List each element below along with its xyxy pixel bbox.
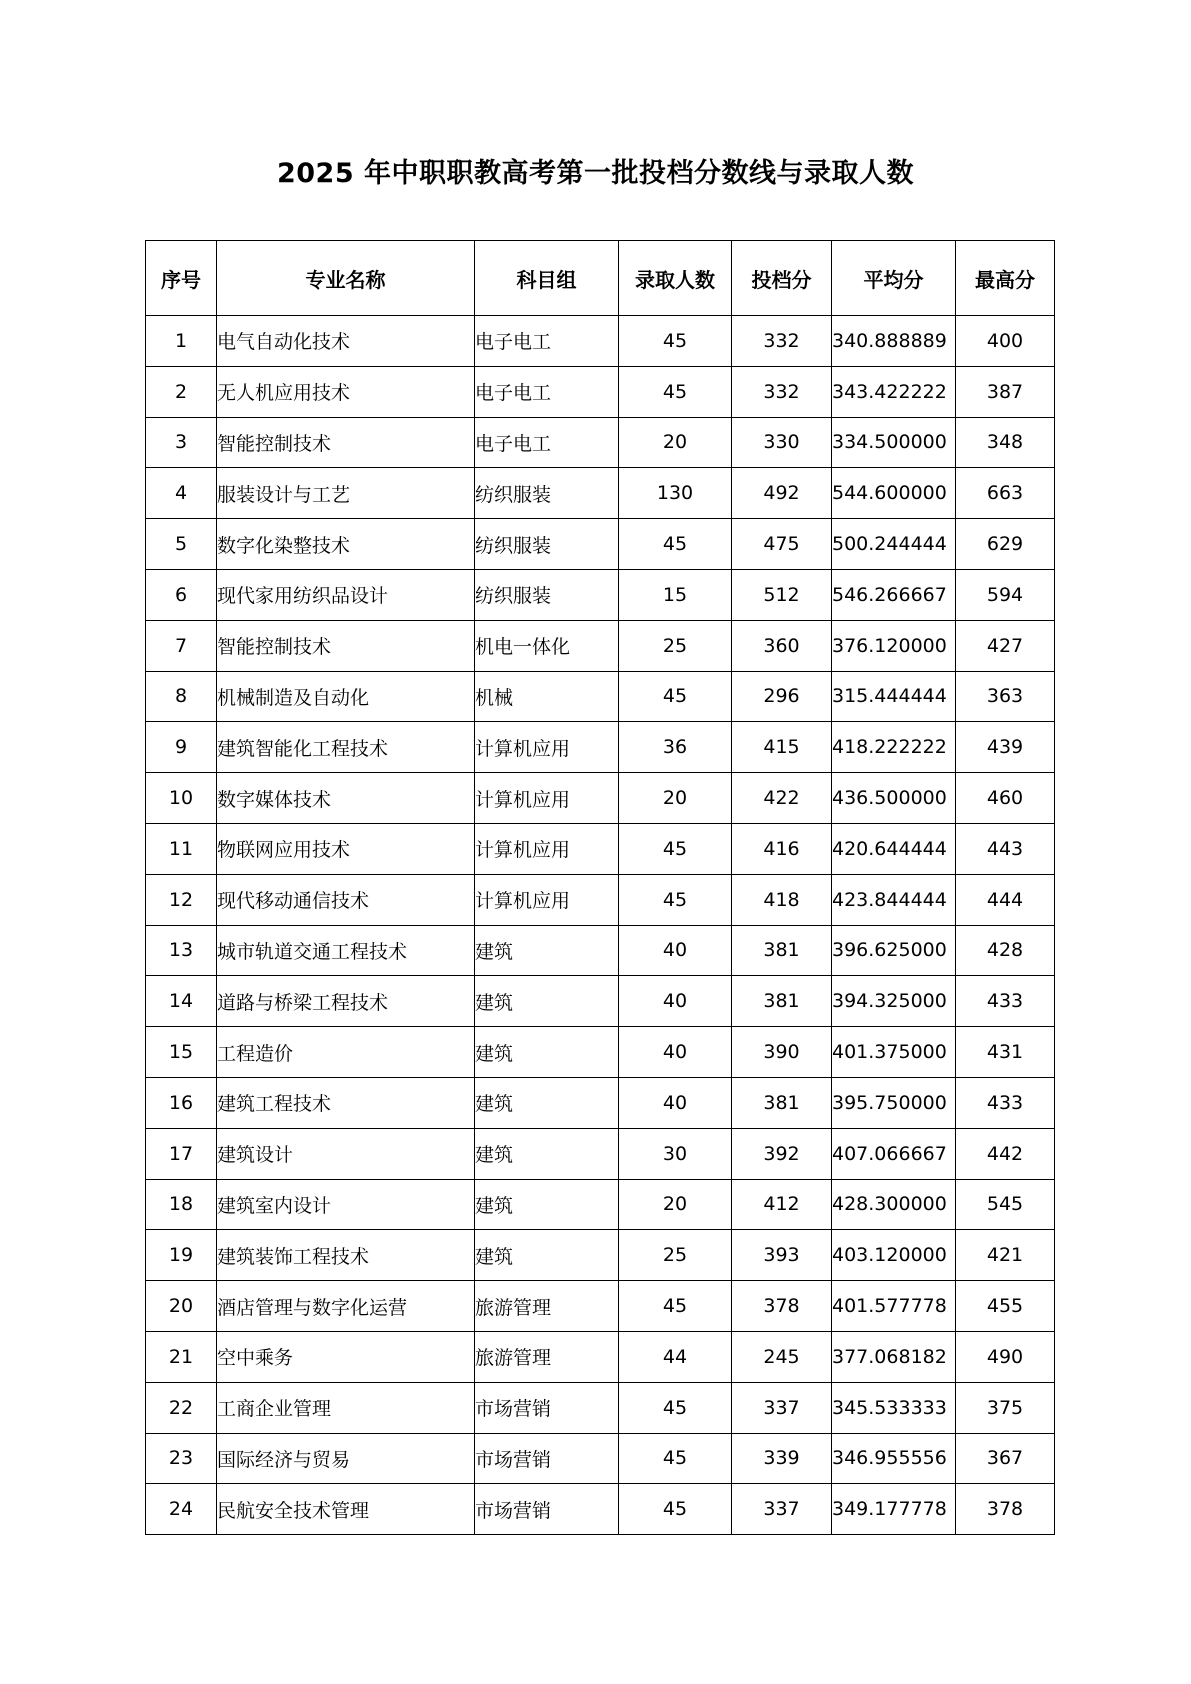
cell-subject-group: 计算机应用 [475, 874, 619, 925]
cell-major: 建筑工程技术 [217, 1077, 475, 1128]
cell-no: 3 [146, 417, 217, 468]
cell-major: 工商企业管理 [217, 1382, 475, 1433]
cell-subject-group: 建筑 [475, 1128, 619, 1179]
cell-no: 21 [146, 1331, 217, 1382]
table-row [146, 1382, 1055, 1433]
cell-admitted: 20 [619, 773, 732, 824]
cell-no: 14 [146, 976, 217, 1027]
cell-admitted: 45 [619, 823, 732, 874]
cell-average: 546.266667 [832, 569, 956, 620]
cell-average: 346.955556 [832, 1433, 956, 1484]
table-row [146, 823, 1055, 874]
cell-subject-group: 电子电工 [475, 417, 619, 468]
cell-cutoff: 332 [732, 366, 832, 417]
cell-subject-group: 旅游管理 [475, 1281, 619, 1332]
cell-subject-group: 市场营销 [475, 1382, 619, 1433]
cell-highest: 444 [956, 874, 1055, 925]
cell-subject-group: 计算机应用 [475, 722, 619, 773]
cell-cutoff: 418 [732, 874, 832, 925]
cell-average: 403.120000 [832, 1230, 956, 1281]
cell-admitted: 25 [619, 1230, 732, 1281]
cell-highest: 400 [956, 316, 1055, 367]
cell-no: 24 [146, 1484, 217, 1535]
cell-highest: 421 [956, 1230, 1055, 1281]
cell-highest: 433 [956, 976, 1055, 1027]
table-row [146, 1027, 1055, 1078]
cell-subject-group: 市场营销 [475, 1484, 619, 1535]
table-row [146, 620, 1055, 671]
cell-major: 数字化染整技术 [217, 519, 475, 570]
cell-subject-group: 纺织服装 [475, 519, 619, 570]
cell-major: 建筑设计 [217, 1128, 475, 1179]
table-row [146, 1128, 1055, 1179]
cell-highest: 629 [956, 519, 1055, 570]
page-title: 2025 年中职职教高考第一批投档分数线与录取人数 [276, 158, 915, 189]
cell-average: 315.444444 [832, 671, 956, 722]
cell-average: 407.066667 [832, 1128, 956, 1179]
cell-no: 18 [146, 1179, 217, 1230]
cell-admitted: 36 [619, 722, 732, 773]
cell-average: 428.300000 [832, 1179, 956, 1230]
cell-no: 15 [146, 1027, 217, 1078]
table-row [146, 417, 1055, 468]
header-major: 专业名称 [217, 241, 475, 316]
cell-average: 395.750000 [832, 1077, 956, 1128]
cell-highest: 439 [956, 722, 1055, 773]
cell-highest: 363 [956, 671, 1055, 722]
header-cutoff: 投档分 [732, 241, 832, 316]
cell-no: 2 [146, 366, 217, 417]
cell-major: 数字媒体技术 [217, 773, 475, 824]
table-row [146, 722, 1055, 773]
cell-cutoff: 245 [732, 1331, 832, 1382]
cell-average: 401.375000 [832, 1027, 956, 1078]
table-row [146, 1179, 1055, 1230]
cell-no: 10 [146, 773, 217, 824]
cell-major: 建筑智能化工程技术 [217, 722, 475, 773]
cell-subject-group: 纺织服装 [475, 569, 619, 620]
table-row [146, 1331, 1055, 1382]
cell-admitted: 20 [619, 417, 732, 468]
cell-major: 城市轨道交通工程技术 [217, 925, 475, 976]
cell-cutoff: 360 [732, 620, 832, 671]
cell-highest: 431 [956, 1027, 1055, 1078]
cell-average: 418.222222 [832, 722, 956, 773]
cell-average: 377.068182 [832, 1331, 956, 1382]
cell-major: 现代家用纺织品设计 [217, 569, 475, 620]
cell-highest: 367 [956, 1433, 1055, 1484]
cell-highest: 663 [956, 468, 1055, 519]
header-no: 序号 [146, 241, 217, 316]
table-row [146, 1230, 1055, 1281]
cell-no: 6 [146, 569, 217, 620]
cell-no: 22 [146, 1382, 217, 1433]
table-row [146, 468, 1055, 519]
cell-cutoff: 381 [732, 1077, 832, 1128]
cell-no: 13 [146, 925, 217, 976]
cell-admitted: 40 [619, 1027, 732, 1078]
header-highest: 最高分 [956, 241, 1055, 316]
cell-major: 建筑室内设计 [217, 1179, 475, 1230]
cell-major: 建筑装饰工程技术 [217, 1230, 475, 1281]
table-row [146, 773, 1055, 824]
table-row [146, 1281, 1055, 1332]
table-row [146, 1077, 1055, 1128]
cell-no: 8 [146, 671, 217, 722]
cell-major: 道路与桥梁工程技术 [217, 976, 475, 1027]
cell-admitted: 25 [619, 620, 732, 671]
cell-admitted: 45 [619, 874, 732, 925]
header-average: 平均分 [832, 241, 956, 316]
cell-admitted: 45 [619, 316, 732, 367]
cell-average: 436.500000 [832, 773, 956, 824]
cell-cutoff: 332 [732, 316, 832, 367]
cell-average: 423.844444 [832, 874, 956, 925]
cell-admitted: 40 [619, 925, 732, 976]
cell-average: 544.600000 [832, 468, 956, 519]
cell-subject-group: 计算机应用 [475, 773, 619, 824]
cell-cutoff: 492 [732, 468, 832, 519]
cell-admitted: 45 [619, 1433, 732, 1484]
cell-average: 343.422222 [832, 366, 956, 417]
cell-major: 智能控制技术 [217, 620, 475, 671]
cell-no: 9 [146, 722, 217, 773]
table-row [146, 671, 1055, 722]
cell-major: 现代移动通信技术 [217, 874, 475, 925]
cell-admitted: 45 [619, 671, 732, 722]
table-body [146, 316, 1055, 1535]
cell-cutoff: 381 [732, 925, 832, 976]
cell-major: 酒店管理与数字化运营 [217, 1281, 475, 1332]
cell-cutoff: 378 [732, 1281, 832, 1332]
cell-cutoff: 337 [732, 1484, 832, 1535]
cell-major: 物联网应用技术 [217, 823, 475, 874]
table-row [146, 1484, 1055, 1535]
cell-cutoff: 422 [732, 773, 832, 824]
cell-cutoff: 339 [732, 1433, 832, 1484]
cell-admitted: 20 [619, 1179, 732, 1230]
cell-subject-group: 电子电工 [475, 366, 619, 417]
cell-highest: 348 [956, 417, 1055, 468]
cell-average: 401.577778 [832, 1281, 956, 1332]
cell-no: 4 [146, 468, 217, 519]
cell-major: 智能控制技术 [217, 417, 475, 468]
cell-average: 345.533333 [832, 1382, 956, 1433]
cell-average: 500.244444 [832, 519, 956, 570]
cell-highest: 460 [956, 773, 1055, 824]
table-row [146, 316, 1055, 367]
cell-no: 19 [146, 1230, 217, 1281]
cell-average: 396.625000 [832, 925, 956, 976]
cell-average: 340.888889 [832, 316, 956, 367]
cell-average: 376.120000 [832, 620, 956, 671]
table-row [146, 569, 1055, 620]
cell-no: 20 [146, 1281, 217, 1332]
cell-subject-group: 建筑 [475, 976, 619, 1027]
cell-highest: 442 [956, 1128, 1055, 1179]
table-header-row [146, 241, 1055, 316]
table-row [146, 976, 1055, 1027]
header-admitted: 录取人数 [619, 241, 732, 316]
cell-subject-group: 市场营销 [475, 1433, 619, 1484]
cell-highest: 427 [956, 620, 1055, 671]
cell-highest: 378 [956, 1484, 1055, 1535]
cell-major: 无人机应用技术 [217, 366, 475, 417]
cell-admitted: 45 [619, 519, 732, 570]
cell-cutoff: 412 [732, 1179, 832, 1230]
cell-cutoff: 381 [732, 976, 832, 1027]
cell-highest: 455 [956, 1281, 1055, 1332]
cell-admitted: 45 [619, 366, 732, 417]
cell-major: 机械制造及自动化 [217, 671, 475, 722]
cell-highest: 375 [956, 1382, 1055, 1433]
cell-no: 17 [146, 1128, 217, 1179]
cell-average: 394.325000 [832, 976, 956, 1027]
cell-subject-group: 建筑 [475, 1179, 619, 1230]
cell-no: 7 [146, 620, 217, 671]
cell-major: 国际经济与贸易 [217, 1433, 475, 1484]
cell-subject-group: 建筑 [475, 925, 619, 976]
cell-subject-group: 机械 [475, 671, 619, 722]
cell-cutoff: 416 [732, 823, 832, 874]
cell-admitted: 45 [619, 1382, 732, 1433]
cell-cutoff: 296 [732, 671, 832, 722]
cell-no: 1 [146, 316, 217, 367]
cell-cutoff: 390 [732, 1027, 832, 1078]
cell-subject-group: 纺织服装 [475, 468, 619, 519]
cell-subject-group: 建筑 [475, 1027, 619, 1078]
cell-major: 民航安全技术管理 [217, 1484, 475, 1535]
cell-average: 349.177778 [832, 1484, 956, 1535]
cell-cutoff: 330 [732, 417, 832, 468]
table-row [146, 519, 1055, 570]
cell-subject-group: 计算机应用 [475, 823, 619, 874]
score-table [145, 240, 1055, 1535]
cell-major: 电气自动化技术 [217, 316, 475, 367]
cell-subject-group: 建筑 [475, 1077, 619, 1128]
cell-cutoff: 393 [732, 1230, 832, 1281]
cell-admitted: 45 [619, 1281, 732, 1332]
cell-subject-group: 电子电工 [475, 316, 619, 367]
cell-highest: 594 [956, 569, 1055, 620]
cell-cutoff: 512 [732, 569, 832, 620]
cell-admitted: 40 [619, 976, 732, 1027]
cell-cutoff: 415 [732, 722, 832, 773]
cell-no: 5 [146, 519, 217, 570]
cell-subject-group: 建筑 [475, 1230, 619, 1281]
cell-no: 23 [146, 1433, 217, 1484]
cell-major: 工程造价 [217, 1027, 475, 1078]
cell-no: 16 [146, 1077, 217, 1128]
table-row [146, 1433, 1055, 1484]
cell-major: 服装设计与工艺 [217, 468, 475, 519]
cell-highest: 545 [956, 1179, 1055, 1230]
cell-admitted: 44 [619, 1331, 732, 1382]
header-subject-group: 科目组 [475, 241, 619, 316]
cell-highest: 433 [956, 1077, 1055, 1128]
cell-admitted: 30 [619, 1128, 732, 1179]
cell-subject-group: 旅游管理 [475, 1331, 619, 1382]
cell-cutoff: 392 [732, 1128, 832, 1179]
cell-no: 11 [146, 823, 217, 874]
cell-average: 420.644444 [832, 823, 956, 874]
cell-cutoff: 337 [732, 1382, 832, 1433]
table-row [146, 925, 1055, 976]
cell-admitted: 130 [619, 468, 732, 519]
cell-highest: 443 [956, 823, 1055, 874]
cell-highest: 428 [956, 925, 1055, 976]
cell-subject-group: 机电一体化 [475, 620, 619, 671]
cell-admitted: 45 [619, 1484, 732, 1535]
table-row [146, 874, 1055, 925]
table-row [146, 366, 1055, 417]
cell-highest: 387 [956, 366, 1055, 417]
cell-highest: 490 [956, 1331, 1055, 1382]
cell-no: 12 [146, 874, 217, 925]
cell-cutoff: 475 [732, 519, 832, 570]
cell-admitted: 15 [619, 569, 732, 620]
cell-average: 334.500000 [832, 417, 956, 468]
cell-admitted: 40 [619, 1077, 732, 1128]
cell-major: 空中乘务 [217, 1331, 475, 1382]
